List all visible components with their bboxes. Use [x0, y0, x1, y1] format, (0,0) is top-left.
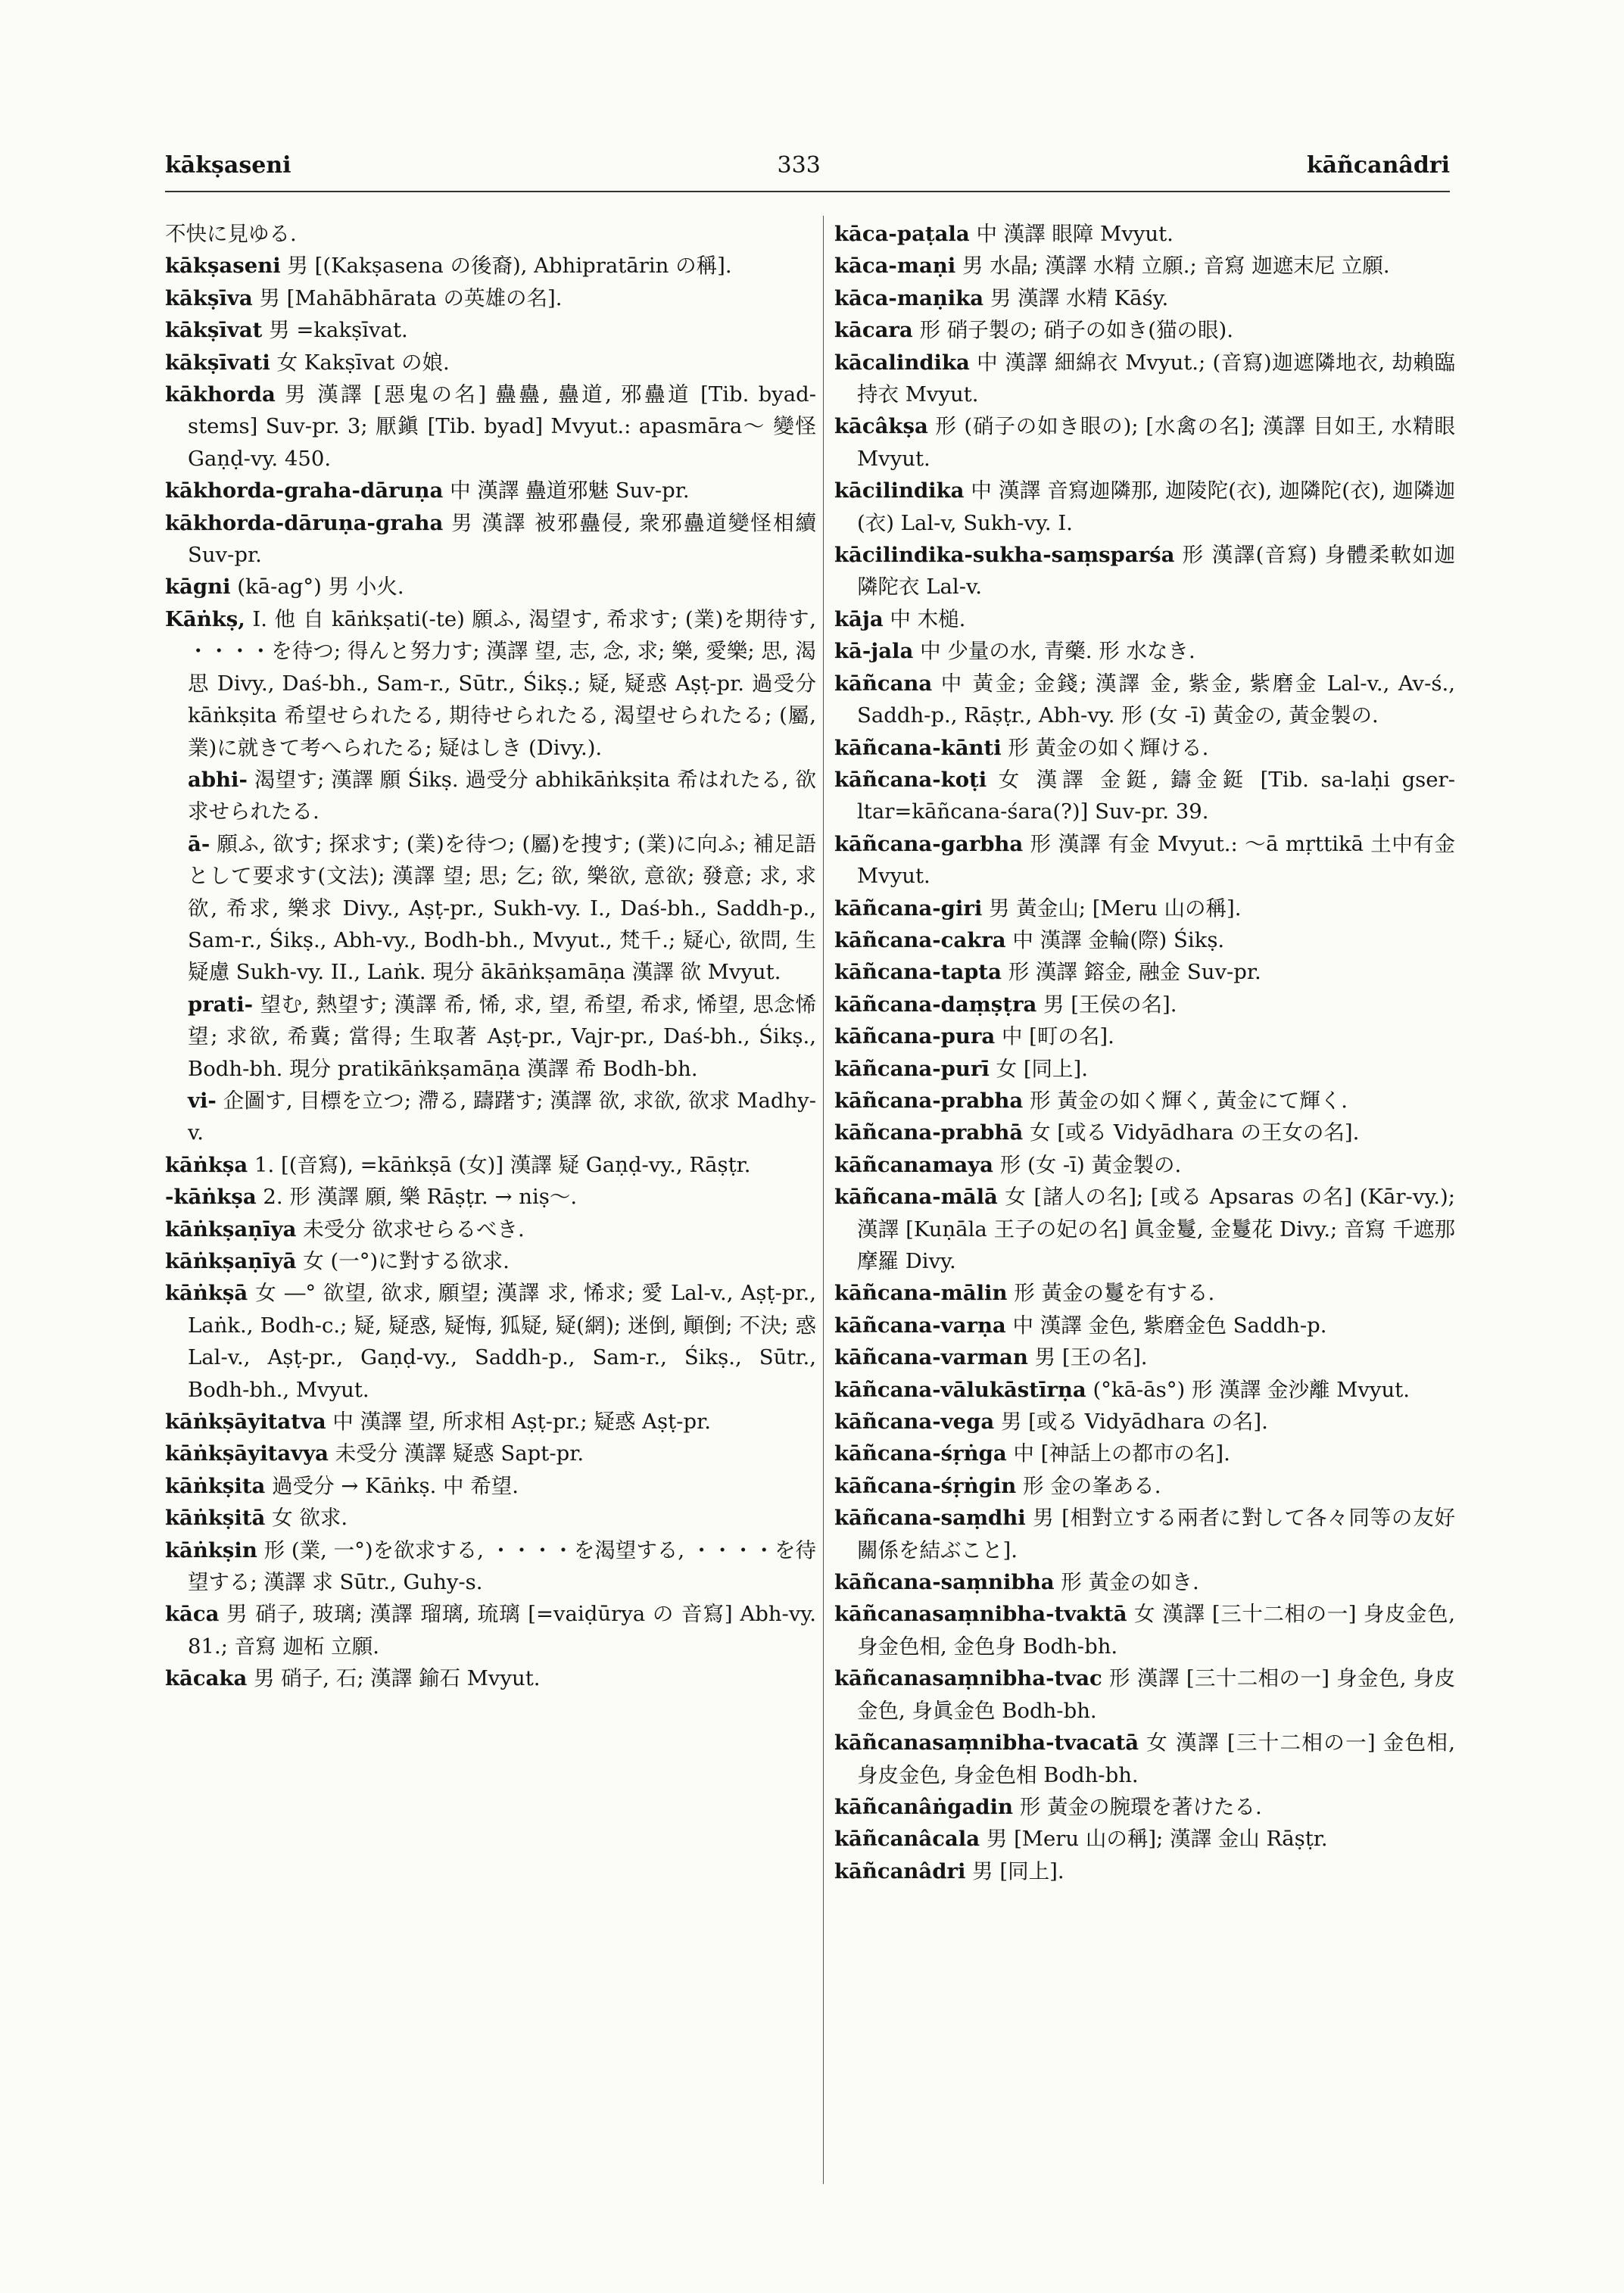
dictionary-entry	[834, 1438, 1455, 1469]
dictionary-entry	[165, 1149, 816, 1181]
dictionary-entry	[834, 1374, 1455, 1406]
dictionary-entry	[834, 1341, 1455, 1373]
headword: kāṅkṣa	[165, 1152, 248, 1177]
dictionary-entry	[834, 1823, 1455, 1855]
definition-text: 男 [Meru 山の稱]; 漢譯 金山 Rāṣṭr.	[986, 1827, 1328, 1852]
headword: kāñcanasaṃnibha-tvaktā	[834, 1602, 1127, 1627]
headword: kāñcana-prabha	[834, 1088, 1024, 1113]
left-guide-word: kākṣaseni	[165, 151, 291, 179]
right-column	[834, 218, 1455, 1887]
dictionary-entry	[834, 347, 1455, 411]
headword: -kāṅkṣa	[165, 1185, 257, 1210]
dictionary-entry	[165, 1406, 816, 1438]
dictionary-entry	[165, 571, 816, 603]
definition-text: 形 黃金の鬘を有する.	[1014, 1281, 1215, 1306]
headword: kākhorda-dāruṇa-graha	[165, 510, 444, 535]
definition-text: 中 漢譯 金色, 紫磨金色 Saddh-p.	[1012, 1313, 1327, 1338]
header-rule	[165, 191, 1450, 192]
definition-text: 過受分 → Kāṅkṣ. 中 希望.	[272, 1473, 519, 1498]
dictionary-entry	[165, 1277, 816, 1406]
headword: kāgni	[165, 575, 231, 600]
dictionary-entry	[834, 1470, 1455, 1502]
definition-text: 形 (女 -ī) 黃金製の.	[999, 1152, 1182, 1177]
definition-text: 女 漢譯 金鋌, 鑄金鋌 [Tib. sa-laḥi gser-ltar=kāñcana-śara(?)] Suv-pr. 39.	[857, 767, 1455, 824]
dictionary-entry	[165, 218, 816, 250]
headword: kāñcana	[834, 671, 933, 696]
headword: kāñcana-daṃṣṭra	[834, 992, 1037, 1017]
headword: kāñcanâṅgadin	[834, 1794, 1013, 1819]
definition-text: 女 ―° 欲望, 欲求, 願望; 漢譯 求, 悕求; 愛 Lal-v., Aṣṭ-pr., Laṅk., Bodh-c.; 疑, 疑惑, 疑悔, 狐疑, 疑(網); 迷倒, 顚倒; 不決; 惑 Lal-v., Aṣṭ-pr., Gaṇḍ-vy., Saddh-p., Sam-r., Śikṣ., Sūtr., Bodh-bh., Mvyut.	[188, 1281, 816, 1402]
dictionary-entry	[834, 603, 1455, 635]
headword: kāñcana-koṭi	[834, 767, 987, 792]
definition-text: 女 [同上].	[996, 1056, 1089, 1081]
headword: kāñcanasaṃnibha-tvacatā	[834, 1731, 1139, 1756]
definition-text: 形 金の峯ある.	[1023, 1473, 1161, 1498]
headword: kācaka	[165, 1666, 248, 1691]
dictionary-entry	[834, 475, 1455, 539]
definition-text: 女 [諸人の名]; [或る Apsaras の名] (Kār-vy.); 漢譯 [Kuṇāla 王子の妃の名] 眞金鬘, 金鬘花 Divy.; 音寫 千遮那摩羅 Divy.	[857, 1185, 1455, 1273]
definition-text: 男 漢譯 [惡鬼の名] 蠱蠱, 蠱道, 邪蠱道 [Tib. byad-stems] Suv-pr. 3; 厭鎭 [Tib. byad] Mvyut.: apasmāra〜 變怪 Gaṇḍ-vy. 450.	[188, 382, 816, 471]
definition-text: 中 木槌.	[890, 606, 966, 631]
definition-text: 形 (硝子の如き眼の); [水禽の名]; 漢譯 目如王, 水精眼 Mvyut.	[857, 414, 1455, 471]
dictionary-entry	[165, 282, 816, 314]
headword: kā-jala	[834, 639, 914, 664]
headword: kākṣīvati	[165, 350, 270, 375]
headword: kākṣaseni	[165, 254, 281, 279]
definition-text: 男 漢譯 被邪蠱侵, 衆邪蠱道變怪相續 Suv-pr.	[188, 510, 817, 568]
dictionary-entry	[834, 1085, 1455, 1117]
headword: kācâkṣa	[834, 414, 928, 439]
headword: kāñcana-garbha	[834, 831, 1024, 856]
definition-text: 形 黃金の如き.	[1061, 1570, 1199, 1595]
dictionary-entry	[834, 250, 1455, 282]
dictionary-entry	[834, 1727, 1455, 1791]
headword: kāñcana-kānti	[834, 735, 1002, 760]
definition-text: 形 漢譯 有金 Mvyut.: 〜ā mṛttikā 土中有金 Mvyut.	[857, 831, 1455, 889]
headword: kācara	[834, 318, 913, 343]
dictionary-entry	[165, 314, 816, 346]
left-column	[165, 218, 816, 1695]
dictionary-entry	[834, 924, 1455, 956]
dictionary-entry	[165, 347, 816, 379]
definition-text: 中 黃金; 金錢; 漢譯 金, 紫金, 紫磨金 Lal-v., Av-ś., Saddh-p., Rāṣṭr., Abh-vy. 形 (女 -ī) 黃金の, 黃金製の.	[857, 671, 1455, 728]
dictionary-entry	[834, 410, 1455, 475]
dictionary-entry	[834, 989, 1455, 1020]
dictionary-entry	[834, 1020, 1455, 1052]
headword: kāñcana-śṛṅga	[834, 1441, 1007, 1466]
dictionary-entry	[165, 475, 816, 506]
dictionary-entry	[834, 1277, 1455, 1309]
definition-text: 男 黃金山; [Meru 山の稱].	[989, 896, 1242, 921]
headword: kāṅkṣā	[165, 1281, 248, 1306]
dictionary-entry	[165, 1213, 816, 1245]
definition-text: 男 漢譯 水精 Kāśy.	[990, 285, 1169, 310]
dictionary-entry	[834, 314, 1455, 346]
headword: kāñcana-varṇa	[834, 1313, 1006, 1338]
dictionary-entry	[834, 1598, 1455, 1662]
dictionary-entry	[165, 1181, 816, 1213]
right-guide-word: kāñcanâdri	[1306, 151, 1450, 179]
definition-text: 形 黃金の如く輝ける.	[1008, 735, 1209, 760]
definition-text: 中 少量の水, 青藥. 形 水なき.	[920, 639, 1195, 664]
dictionary-entry	[834, 732, 1455, 764]
definition-text: 男 [王侯の名].	[1043, 992, 1177, 1017]
headword: kākṣīva	[165, 285, 253, 310]
dictionary-entry	[165, 1470, 816, 1502]
sub-entry	[165, 764, 816, 828]
definition-text: 女 欲求.	[272, 1506, 348, 1531]
headword: kāca	[165, 1602, 220, 1627]
definition-text: 中 漢譯 金輪(際) Śikṣ.	[1012, 927, 1225, 952]
definition-text: 形 漢譯 [三十二相の一] 身金色, 身皮金色, 身眞金色 Bodh-bh.	[857, 1666, 1455, 1723]
headword: kākhorda-graha-dāruṇa	[165, 478, 444, 503]
definition-text: 未受分 漢譯 疑惑 Sapt-pr.	[335, 1441, 584, 1466]
dictionary-entry	[834, 282, 1455, 314]
headword: kāñcana-tapta	[834, 960, 1002, 985]
headword: kāñcana-śṛṅgin	[834, 1473, 1017, 1498]
definition-text: 中 漢譯 音寫迦隣那, 迦陵陀(衣), 迦隣陀(衣), 迦隣迦(衣) Lal-v, Sukh-vy. I.	[857, 478, 1455, 535]
headword: kācalindika	[834, 350, 970, 375]
sub-entry	[165, 828, 816, 989]
dictionary-entry	[834, 1662, 1455, 1727]
definition-text: 形 漢譯 鎔金, 融金 Suv-pr.	[1008, 960, 1261, 985]
headword: kāṅkṣāyitavya	[165, 1441, 329, 1466]
headword: kāñcana-saṃdhi	[834, 1506, 1026, 1531]
definition-text: 男 [相對立する兩者に對して各々同等の友好關係を結ぶこと].	[857, 1506, 1455, 1562]
headword: kāṅkṣin	[165, 1537, 257, 1562]
definition-text: 2. 形 漢譯 願, 樂 Rāṣṭr. → niṣ〜.	[263, 1185, 578, 1210]
definition-text: 女 (一°)に對する欲求.	[303, 1249, 510, 1273]
headword: vi-	[188, 1088, 217, 1113]
dictionary-entry	[165, 507, 816, 572]
dictionary-entry	[834, 1149, 1455, 1181]
dictionary-entry	[834, 956, 1455, 988]
definition-text: 中 漢譯 望, 所求相 Aṣṭ-pr.; 疑惑 Aṣṭ-pr.	[332, 1410, 711, 1435]
dictionary-entry	[165, 1598, 816, 1662]
dictionary-entry	[165, 250, 816, 282]
dictionary-entry	[834, 218, 1455, 250]
definition-text: 形 (業, 一°)を欲求する, ・・・・を渴望する, ・・・・を待望する; 漢譯 求 Sūtr., Guhy-s.	[188, 1537, 816, 1595]
sub-entry	[165, 1085, 816, 1149]
dictionary-entry	[165, 1502, 816, 1534]
definition-text: 不快に見ゆる.	[165, 222, 297, 246]
dictionary-entry	[834, 764, 1455, 828]
definition-text: 男 硝子, 石; 漢譯 鍮石 Mvyut.	[254, 1666, 541, 1691]
headword: kāṅkṣaṇīyā	[165, 1249, 297, 1273]
headword: kāṅkṣaṇīya	[165, 1217, 297, 1242]
headword: kāñcana-giri	[834, 896, 983, 921]
definition-text: 中 [神話上の都市の名].	[1013, 1441, 1230, 1466]
definition-text: 男 [或る Vidyādhara の名].	[1000, 1410, 1268, 1435]
running-header	[165, 148, 1450, 182]
dictionary-entry	[834, 893, 1455, 924]
dictionary-entry	[834, 1053, 1455, 1085]
dictionary-entry	[834, 1181, 1455, 1277]
sub-entry	[165, 989, 816, 1085]
headword: ā-	[188, 831, 210, 856]
headword: kāca-maṇi	[834, 254, 956, 279]
headword: kāṅkṣāyitatva	[165, 1410, 326, 1435]
dictionary-entry	[834, 1855, 1455, 1887]
headword: kāṅkṣita	[165, 1473, 266, 1498]
definition-text: 女 Kakṣīvat の娘.	[276, 350, 450, 375]
dictionary-entry	[834, 1406, 1455, 1438]
definition-text: 中 漢譯 蠱道邪魅 Suv-pr.	[450, 478, 690, 503]
definition-text: I. 他 自 kāṅkṣati(-te) 願ふ, 渴望す, 希求す; (業)を期待す, ・・・・を待つ; 得んと努力す; 漢譯 望, 志, 念, 求; 樂, 愛樂; 思, 渴思 Divy., Daś-bh., Sam-r., Sūtr., Śikṣ.; 疑, 疑惑 Aṣṭ-pr. 過受分 kāṅkṣita 希望せられたる, 期待せられたる, 渴望せられたる; (屬, 業)に就きて考へられたる; 疑はしき (Divy.).	[188, 606, 816, 760]
headword: kāca-maṇika	[834, 285, 984, 310]
headword: kāñcana-vālukāstīrṇa	[834, 1377, 1086, 1402]
column-divider	[823, 216, 824, 2184]
headword: kāja	[834, 606, 884, 631]
definition-text: 願ふ, 欲す; 探求す; (業)を待つ; (屬)を捜す; (業)に向ふ; 補足語として要求す(文法); 漢譯 望; 思; 乞; 欲, 樂欲, 意欲; 發意; 求, 求欲, 希求, 樂求 Divy., Aṣṭ-pr., Sukh-vy. I., Daś-bh., Saddh-p., Sam-r., Śikṣ., Abh-vy., Bodh-bh., Mvyut., 梵千.; 疑心, 欲問, 生疑慮 Sukh-vy. II., Laṅk. 現分 ākāṅkṣamāṇa 漢譯 欲 Mvyut.	[188, 831, 816, 985]
headword: kāñcana-pura	[834, 1024, 996, 1049]
definition-text: 中 漢譯 眼障 Mvyut.	[976, 222, 1174, 246]
dictionary-entry	[165, 1438, 816, 1469]
definition-text: 形 黃金の腕環を著けたる.	[1019, 1794, 1262, 1819]
definition-text: 女 漢譯 [三十二相の一] 身皮金色, 身金色相, 金色身 Bodh-bh.	[857, 1602, 1455, 1659]
definition-text: 未受分 欲求せらるべき.	[303, 1217, 525, 1242]
definition-text: 1. [(音寫), =kāṅkṣā (女)] 漢譯 疑 Gaṇḍ-vy., Rāṣṭr.	[254, 1152, 751, 1177]
headword: kāñcanasaṃnibha-tvac	[834, 1666, 1102, 1691]
headword: kāñcana-mālā	[834, 1185, 998, 1210]
dictionary-entry	[834, 1791, 1455, 1823]
headword: kāñcana-purī	[834, 1056, 990, 1081]
dictionary-entry	[834, 1117, 1455, 1148]
definition-text: 形 漢譯(音寫) 身體柔軟如迦隣陀衣 Lal-v.	[857, 543, 1455, 600]
definition-text: 男 [Mahābhārata の英雄の名].	[259, 285, 563, 310]
dictionary-entry	[834, 1502, 1455, 1566]
dictionary-entry	[165, 379, 816, 475]
headword: kāñcana-vega	[834, 1410, 995, 1435]
dictionary-entry	[165, 603, 816, 764]
headword: kāñcana-saṃnibha	[834, 1570, 1055, 1595]
dictionary-entry	[165, 1534, 816, 1599]
dictionary-entry	[165, 1245, 816, 1277]
headword: kācilindika	[834, 478, 965, 503]
definition-text: (kā-ag°) 男 小火.	[237, 575, 404, 600]
definition-text: 男 =kakṣīvat.	[269, 318, 408, 343]
headword: prati-	[188, 992, 254, 1017]
dictionary-entry	[834, 1566, 1455, 1598]
headword: kāñcana-mālin	[834, 1281, 1008, 1306]
headword: kāñcanâdri	[834, 1858, 966, 1883]
headword: kāñcanâcala	[834, 1827, 980, 1852]
dictionary-entry	[834, 668, 1455, 732]
definition-text: 形 硝子製の; 硝子の如き(猫の眼).	[919, 318, 1233, 343]
definition-text: 形 黃金の如く輝く, 黃金にて輝く.	[1029, 1088, 1348, 1113]
dictionary-entry	[834, 539, 1455, 603]
headword: kāñcana-cakra	[834, 927, 1006, 952]
definition-text: 女 漢譯 [三十二相の一] 金色相, 身皮金色, 身金色相 Bodh-bh.	[857, 1731, 1455, 1787]
headword: kāṅkṣitā	[165, 1506, 266, 1531]
page-number: 333	[777, 151, 821, 179]
definition-text: 男 [(Kakṣasena の後裔), Abhipratārin の稱].	[287, 254, 732, 279]
definition-text: 渴望す; 漢譯 願 Śikṣ. 過受分 abhikāṅkṣita 希はれたる, 欲求せられたる.	[188, 767, 816, 824]
headword: abhi-	[188, 767, 248, 792]
dictionary-entry	[834, 635, 1455, 667]
definition-text: 企圖す, 目標を立つ; 滯る, 躊躇す; 漢譯 欲, 求欲, 欲求 Madhy-v.	[188, 1088, 817, 1145]
headword: kāñcana-varman	[834, 1345, 1028, 1370]
definition-text: (°kā-ās°) 形 漢譯 金沙離 Mvyut.	[1093, 1377, 1410, 1402]
definition-text: 望む, 熱望す; 漢譯 希, 悕, 求, 望, 希望, 希求, 悕望, 思念悕望; 求欲, 希冀; 當得; 生取著 Aṣṭ-pr., Vajr-pr., Daś-bh., Śikṣ., Bodh-bh. 現分 pratikāṅkṣamāṇa 漢譯 希 Bodh-bh.	[188, 992, 816, 1081]
definition-text: 女 [或る Vidyādhara の王女の名].	[1029, 1120, 1360, 1145]
headword: kāñcanamaya	[834, 1152, 993, 1177]
dictionary-entry	[834, 1310, 1455, 1341]
definition-text: 中 漢譯 細綿衣 Mvyut.; (音寫)迦遮隣地衣, 劫賴臨持衣 Mvyut.	[857, 350, 1456, 407]
dictionary-entry	[834, 828, 1455, 893]
definition-text: 男 [同上].	[972, 1858, 1064, 1883]
headword: kāñcana-prabhā	[834, 1120, 1024, 1145]
definition-text: 男 水晶; 漢譯 水精 立願.; 音寫 迦遮末尼 立願.	[962, 254, 1390, 279]
definition-text: 中 [町の名].	[1001, 1024, 1114, 1049]
headword: kācilindika-sukha-saṃsparśa	[834, 543, 1175, 568]
definition-text: 男 硝子, 玻璃; 漢譯 瑠璃, 琉璃 [=vaiḍūrya の 音寫] Abh-vy. 81.; 音寫 迦柘 立願.	[188, 1602, 816, 1659]
definition-text: 男 [王の名].	[1034, 1345, 1148, 1370]
headword: Kāṅkṣ,	[165, 606, 245, 631]
dictionary-entry	[165, 1662, 816, 1694]
headword: kākhorda	[165, 382, 276, 407]
headword: kāca-paṭala	[834, 222, 970, 246]
headword: kākṣīvat	[165, 318, 263, 343]
